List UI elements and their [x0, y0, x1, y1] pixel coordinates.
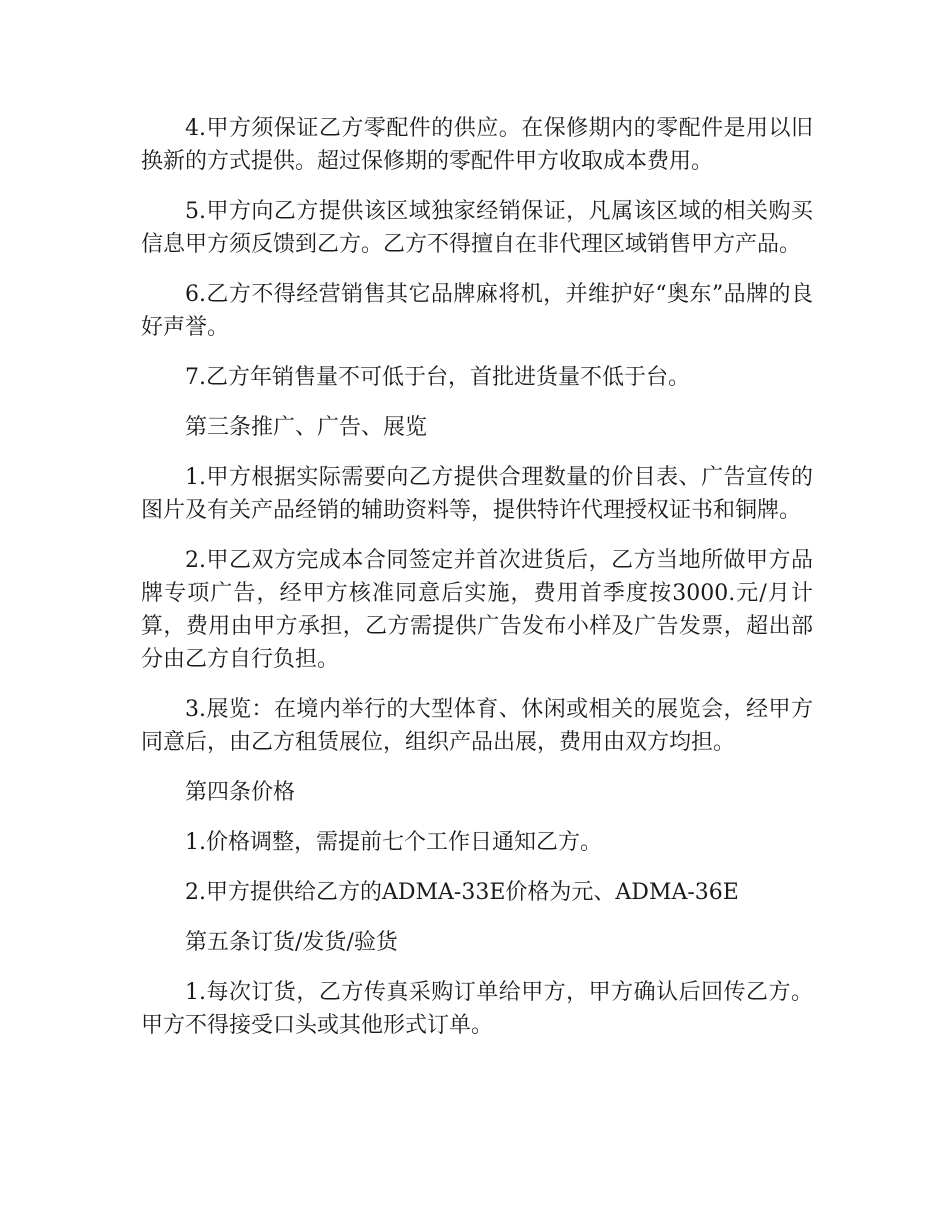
clause-4-paragraph: 4.甲方须保证乙方零配件的供应。在保修期内的零配件是用以旧换新的方式提供。超过保修期的零配件甲方收取成本费用。: [141, 116, 813, 174]
article-5-clause-1-paragraph: 1.每次订货，乙方传真采购订单给甲方，甲方确认后回传乙方。甲方不得接受口头或其他形式订单。: [141, 980, 813, 1038]
article-3-clause-1-paragraph: 1.甲方根据实际需要向乙方提供合理数量的价目表、广告宣传的图片及有关产品经销的辅助资料等，提供特许代理授权证书和铜牌。: [141, 465, 813, 523]
article-4-clause-1-paragraph: 1.价格调整，需提前七个工作日通知乙方。: [185, 830, 602, 855]
article-4-heading: 第四条价格: [185, 780, 296, 805]
article-5-heading: 第五条订货/发货/验货: [185, 930, 398, 955]
article-3-heading: 第三条推广、广告、展览: [185, 415, 428, 440]
clause-5-paragraph: 5.甲方向乙方提供该区域独家经销保证，凡属该区域的相关购买信息甲方须反馈到乙方。乙方不得擅自在非代理区域销售甲方产品。: [141, 199, 813, 257]
document-page: [141, 112, 813, 1059]
clause-7-paragraph: 7.乙方年销售量不可低于台，首批进货量不低于台。: [185, 365, 690, 390]
article-4-clause-2-paragraph: 2.甲方提供给乙方的ADMA-33E价格为元、ADMA-36E: [185, 880, 739, 905]
article-3-clause-3-paragraph: 3.展览：在境内举行的大型体育、休闲或相关的展览会，经甲方同意后，由乙方租赁展位，组织产品出展，费用由双方均担。: [141, 697, 813, 755]
clause-6-paragraph: 6.乙方不得经营销售其它品牌麻将机，并维护好“奥东”品牌的良好声誉。: [141, 282, 813, 340]
article-3-clause-2-paragraph: 2.甲乙双方完成本合同签定并首次进货后，乙方当地所做甲方品牌专项广告，经甲方核准同意后实施，费用首季度按3000.元/月计算，费用由甲方承担，乙方需提供广告发布小样及广告发票，超出部分由乙方自行负担。: [141, 548, 813, 672]
